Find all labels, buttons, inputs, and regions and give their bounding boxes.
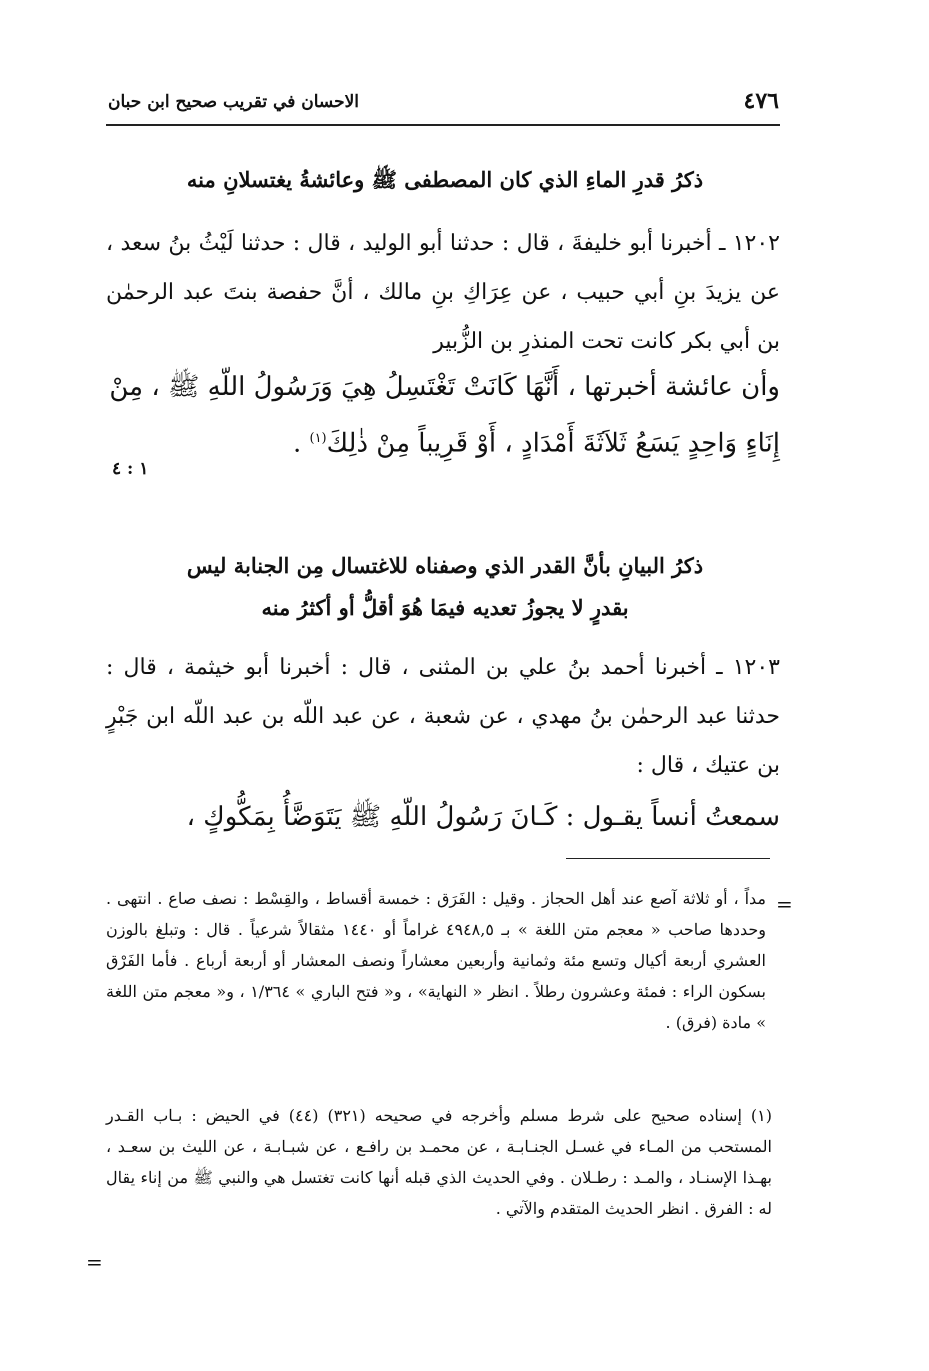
header-rule [106,124,780,126]
running-header-title: الاحسان في تقريب صحيح ابن حبان [108,92,359,112]
hadith-1202-isnad: ١٢٠٢ ـ أخبرنا أبو خليفةَ ، قال : حدثنا أبو الوليد ، قال : حدثنا لَيْثُ بنُ سعد ، عن يزيدَ بنِ أبي حبيب ، عن عِرَاكِ بنِ مالك ، أنَّ حفصة بنتَ عبد الرحمٰن بن أبي بكر كانت تحت المنذرِ بن الزُّبير [106,231,780,354]
footnote-continuation: مداً ، أو ثلاثة آصع عند أهل الحجاز . وقيل : الفَرَق : خمسة أقساط ، والقِسْط : نصف صاع . انتهى . وحددها صاحب « معجم متن اللغة » بـ ٤٩٤٨,٥ غراماً أو ١٤٤٠ مثقالاً شرعياً . قال : وتبلغ بالوزن العشري أربعة أكيال وتسع مئة وثمانية وأربعين معشاراً ونصف المعشار أو أربعة أرباع . فأما الفَرْق بسكون الراء : فمئة وعشرون رطلاً . انظر « النهاية» ، و« فتح الباري » ١/٣٦٤ ، و« معجم متن اللغة » مادة (فرق) . [106,889,767,1032]
reference-number: ١ : ٤ [112,459,149,479]
footnote-rule [566,858,770,859]
hadith-1202-end: . [292,428,310,459]
continuation-mark: = [776,892,793,916]
page-number: ٤٧٦ [743,88,779,114]
next-page-mark: = [86,1250,103,1274]
hadith-1202-text: وأن عائشة أخبرتها ، أَنَّهَا كَانَتْ تَغْتَسِلُ هِيَ وَرَسُولُ اللّهِ ﷺ ، مِنْ إِنَاءٍ وَاحِدٍ يَسَعُ ثَلاَثَةَ أَمْدَادٍ ، أَوْ قَرِيباً مِنْ ذٰلِكَ [109,372,780,459]
hadith-1203-matn: سمعتُ أنساً يقـول : كَـانَ رَسُولُ اللّهِ ﷺ يَتَوَضَّأُ بِمَكُّوكٍ ، [186,802,780,832]
hadith-1202-matn [106,362,780,470]
footnote-1: (١) إسناده صحيح على شرط مسلم وأخرجه في صحيحه (٣٢١) (٤٤) في الحيض : بـاب القـدر المستحب من المـاء في غسـل الجنـابـة ، عن محمـد بن رافـع ، عن شبـابـة ، عن الليث بن سعـد ، بهـذا الإسنـاد ، والمـد : رطـلان . وفي الحديث الذي قبله أنها كانت تغتسل هي والنبي ﷺ من إناء يقال له : الفرق . انظر الحديث المتقدم والآتي . [106,1106,772,1218]
footnote-marker: (١) [309,431,327,446]
chapter-heading-1: ذكرُ قدرِ الماءِ الذي كان المصطفى ﷺ وعائشةُ يغتسلانِ منه [186,167,704,192]
chapter-heading-2-line2: بقدرٍ لا يجوزُ تعديه فيمَا هُوَ أقلُّ أو أكثرُ منه [261,595,629,620]
hadith-1203-isnad: ١٢٠٣ ـ أخبرنا أحمد بنُ علي بن المثنى ، قال : أخبرنا أبو خيثمة ، قال : حدثنا عبد الرحمٰن بنُ مهدي ، عن شعبة ، عن عبد اللّه بن عبد اللّه ابن جَبْرٍ بن عتيك ، قال : [106,655,780,778]
chapter-heading-2-line1: ذكرُ البيانِ بأنَّ القدر الذي وصفناه للاغتسال مِن الجنابة ليس [186,553,704,578]
